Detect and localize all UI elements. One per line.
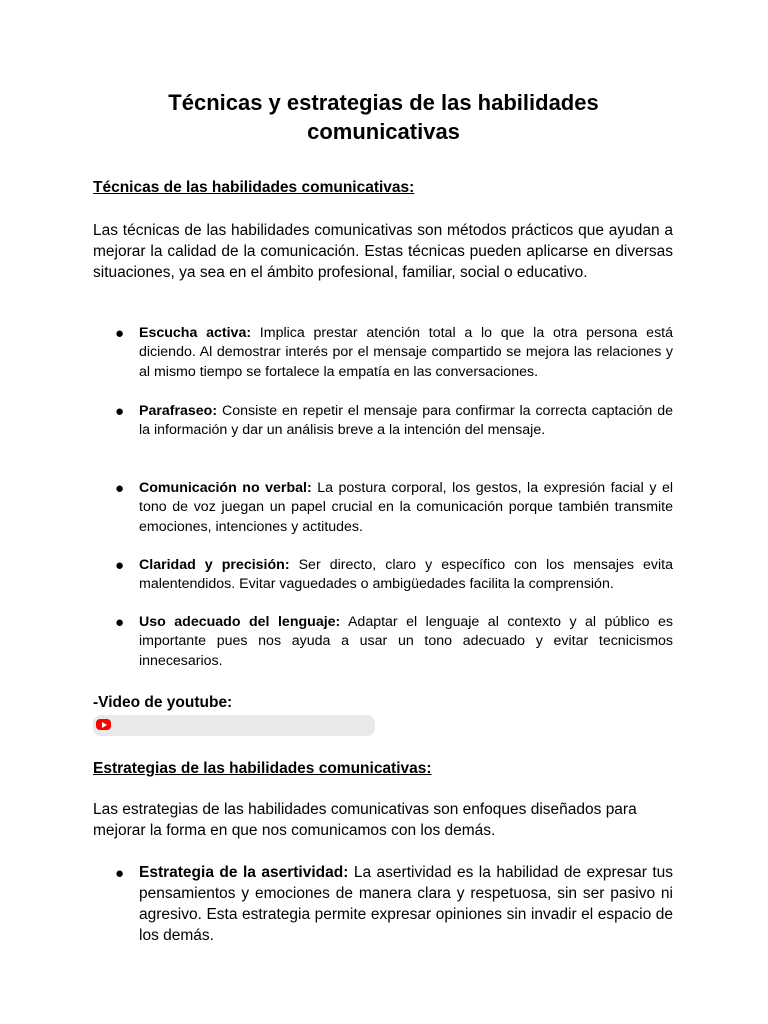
page-title: Técnicas y estrategias de las habilidades comunicativas [168,90,599,144]
item-term: Estrategia de la asertividad: [139,864,349,881]
bullet-icon: ● [115,403,125,420]
item-term: Uso adecuado del lenguaje: [139,614,341,630]
item-text: Adaptar el lenguaje al contexto y al público es importante pues nos ayuda a usar un tono adecuado y evitar tecnicismos innecesarios. [139,614,673,669]
bullet-icon: ● [115,557,125,574]
item-text: Consiste en repetir el mensaje para confirmar la correcta captación de la información y dar un análisis breve a la intención del mensaje. [139,403,673,439]
item-text: La asertividad es la habilidad de expresar tus pensamientos y emociones de manera clara y respetuosa, sin ser pasivo ni agresivo. Esta estrategia permite expresar opiniones sin invadir el espacio de los demás. [139,864,674,944]
bullet-icon: ● [115,480,125,497]
item-text: Implica prestar atención total a lo que la otra persona está diciendo. Al demostrar interés por el mensaje compartido se mejora las relaciones y al mismo tiempo se fortalece la empatía en las conversaciones. [139,325,673,380]
item-term: Escucha activa: [139,325,252,341]
youtube-link-chip[interactable] [93,715,375,736]
item-term: Claridad y precisión: [139,557,290,573]
item-term: Comunicación no verbal: [139,480,312,496]
section-intro-tecnicas: Las técnicas de las habilidades comunicativas son métodos prácticos que ayudan a mejorar la calidad de la comunicación. Estas técnicas pueden aplicarse en diversas situaciones, ya sea en el ámbito profesional, familiar, social o educativo. [93,222,673,281]
bullet-icon: ● [115,614,125,631]
bullet-icon: ● [115,325,125,342]
section-intro-estrategias: Las estrategias de las habilidades comunicativas son enfoques diseñados para mejorar la forma en que nos comunicamos con los demás. [93,801,637,839]
item-text: La postura corporal, los gestos, la expresión facial y el tono de voz juegan un papel crucial en la comunicación porque también transmite emociones, intenciones y actitudes. [139,480,673,535]
section-heading-tecnicas: Técnicas de las habilidades comunicativas: [93,179,415,196]
youtube-icon [96,719,111,730]
item-text: Ser directo, claro y específico con los mensajes evita malentendidos. Evitar vaguedades o ambigüedades facilita la comprensión. [139,557,673,593]
bullet-icon: ● [115,865,125,882]
item-term: Parafraseo: [139,403,218,419]
section-heading-estrategias: Estrategias de las habilidades comunicativas: [93,760,432,777]
video-label: -Video de youtube: [93,694,233,711]
